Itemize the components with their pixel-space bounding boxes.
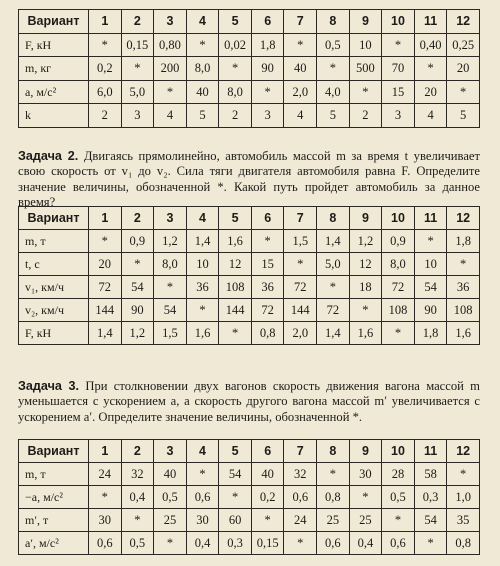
value-cell: 12 [349,253,382,276]
value-cell: 0,8 [447,532,480,555]
variant-number-cell: 6 [251,440,284,463]
value-cell: * [154,80,187,104]
quantity-label-cell: F, кН [19,33,89,57]
value-cell: 4 [154,104,187,128]
table-row [19,509,480,532]
quantity-label-cell: m, т [19,230,89,253]
value-cell: 0,5 [382,486,415,509]
value-cell: * [154,532,187,555]
value-cell: 20 [89,253,122,276]
value-cell: * [219,486,252,509]
value-cell: 0,3 [414,486,447,509]
variant-number-cell: 3 [154,10,187,34]
value-cell: 0,80 [154,33,187,57]
table-row [19,322,480,345]
value-cell: * [121,509,154,532]
value-cell: 0,15 [121,33,154,57]
value-cell: 1,6 [219,230,252,253]
problem-3-title: Задача 3. [18,379,80,393]
value-cell: 3 [121,104,154,128]
value-cell: 54 [219,463,252,486]
value-cell: 54 [154,299,187,322]
value-cell: * [414,532,447,555]
value-cell: 40 [154,463,187,486]
value-cell: 0,2 [251,486,284,509]
value-cell: 1,2 [121,322,154,345]
value-cell: * [251,80,284,104]
variant-number-cell: 7 [284,207,317,230]
problem-2 [18,149,480,211]
value-cell: 5,0 [121,80,154,104]
value-cell: 60 [219,509,252,532]
value-cell: 15 [251,253,284,276]
value-cell: 1,2 [154,230,187,253]
variant-number-cell: 7 [284,440,317,463]
value-cell: 0,8 [251,322,284,345]
value-cell: 5 [447,104,480,128]
value-cell: 10 [414,253,447,276]
value-cell: 0,9 [382,230,415,253]
value-cell: 1,5 [284,230,317,253]
quantity-label-cell: −a, м/с² [19,486,89,509]
value-cell: 2,0 [284,322,317,345]
value-cell: 32 [121,463,154,486]
value-cell: 24 [89,463,122,486]
value-cell: 1,6 [186,322,219,345]
value-cell: * [219,322,252,345]
value-cell: 0,40 [414,33,447,57]
value-cell: 0,6 [89,532,122,555]
value-cell: 1,5 [154,322,187,345]
value-cell: 1,0 [447,486,480,509]
value-cell: * [186,299,219,322]
value-cell: 144 [219,299,252,322]
value-cell: 72 [317,299,350,322]
variant-number-cell: 9 [349,207,382,230]
value-cell: 90 [121,299,154,322]
variant-number-cell: 12 [447,440,480,463]
value-cell: 72 [284,276,317,299]
table-row [19,486,480,509]
value-cell: 5,0 [317,253,350,276]
variant-number-cell: 10 [382,440,415,463]
value-cell: 1,4 [317,322,350,345]
quantity-label-cell: a′, м/с² [19,532,89,555]
value-cell: 18 [349,276,382,299]
table-row [19,57,480,81]
value-cell: * [447,463,480,486]
variant-number-cell: 1 [89,207,122,230]
value-cell: * [317,463,350,486]
value-cell: 40 [186,80,219,104]
value-cell: 24 [284,509,317,532]
value-cell: 0,02 [219,33,252,57]
value-cell: 2 [219,104,252,128]
table-row [19,299,480,322]
variant-header-cell: Вариант [19,207,89,230]
quantity-label-cell: v₂, км/ч [19,299,89,322]
table-row [19,230,480,253]
variant-number-cell: 3 [154,207,187,230]
value-cell: 0,5 [121,532,154,555]
value-cell: 90 [251,57,284,81]
value-cell: 1,8 [251,33,284,57]
value-cell: * [317,57,350,81]
value-cell: 28 [382,463,415,486]
value-cell: 70 [382,57,415,81]
value-cell: 0,25 [447,33,480,57]
variant-number-cell: 2 [121,207,154,230]
variant-number-cell: 7 [284,10,317,34]
variant-number-cell: 5 [219,207,252,230]
value-cell: * [382,322,415,345]
value-cell: 40 [284,57,317,81]
variant-number-cell: 1 [89,10,122,34]
value-cell: 0,5 [154,486,187,509]
value-cell: 8,0 [154,253,187,276]
variant-number-cell: 4 [186,207,219,230]
variant-number-cell: 8 [317,440,350,463]
variant-number-cell: 5 [219,440,252,463]
value-cell: 1,4 [186,230,219,253]
value-cell: 0,8 [317,486,350,509]
table-row [19,80,480,104]
variant-number-cell: 9 [349,440,382,463]
value-cell: 1,4 [89,322,122,345]
value-cell: 25 [154,509,187,532]
value-cell: * [251,509,284,532]
variant-number-cell: 9 [349,10,382,34]
quantity-label-cell: m, кг [19,57,89,81]
value-cell: * [89,486,122,509]
variant-number-cell: 2 [121,10,154,34]
value-cell: 72 [251,299,284,322]
variants-table-3 [18,439,480,555]
value-cell: 20 [447,57,480,81]
value-cell: 500 [349,57,382,81]
value-cell: * [382,509,415,532]
value-cell: 3 [251,104,284,128]
value-cell: 0,4 [186,532,219,555]
value-cell: 12 [219,253,252,276]
value-cell: * [186,33,219,57]
value-cell: 0,6 [382,532,415,555]
value-cell: * [349,80,382,104]
variant-number-cell: 4 [186,10,219,34]
quantity-label-cell: m′, т [19,509,89,532]
value-cell: 1,6 [447,322,480,345]
table-row [19,104,480,128]
variant-number-cell: 1 [89,440,122,463]
value-cell: * [251,230,284,253]
value-cell: * [89,33,122,57]
value-cell: 6,0 [89,80,122,104]
value-cell: 54 [121,276,154,299]
value-cell: 0,6 [317,532,350,555]
variant-number-cell: 8 [317,207,350,230]
variant-number-cell: 10 [382,10,415,34]
value-cell: 1,8 [414,322,447,345]
value-cell: 90 [414,299,447,322]
value-cell: * [414,57,447,81]
table-row [19,276,480,299]
value-cell: * [382,33,415,57]
value-cell: 2 [349,104,382,128]
value-cell: 25 [317,509,350,532]
variant-number-cell: 11 [414,440,447,463]
value-cell: 8,0 [219,80,252,104]
variant-number-cell: 4 [186,440,219,463]
problem-2-text: Двигаясь прямолинейно, автомобиль массой m за время t увеличивает свою скорость от v₁ до v₂. Сила тяги двигателя автомобиля равна F. Определите значение величины, обозначенной *. Какой путь пройдет автомобиль за данное время? [18,149,481,210]
value-cell: 54 [414,509,447,532]
quantity-label-cell: F, кН [19,322,89,345]
value-cell: 2,0 [284,80,317,104]
problem-3 [18,379,480,425]
quantity-label-cell: t, с [19,253,89,276]
table-header-row [19,10,480,34]
value-cell: 20 [414,80,447,104]
value-cell: * [447,80,480,104]
variant-number-cell: 3 [154,440,187,463]
problem-2-title: Задача 2. [18,149,79,163]
variant-number-cell: 12 [447,207,480,230]
value-cell: 0,5 [317,33,350,57]
value-cell: 0,6 [186,486,219,509]
table-header-row [19,440,480,463]
variant-number-cell: 11 [414,207,447,230]
value-cell: 36 [251,276,284,299]
value-cell: 0,2 [89,57,122,81]
value-cell: 5 [317,104,350,128]
value-cell: 3 [382,104,415,128]
value-cell: 32 [284,463,317,486]
value-cell: 200 [154,57,187,81]
value-cell: * [447,253,480,276]
value-cell: * [89,230,122,253]
value-cell: 144 [284,299,317,322]
quantity-label-cell: v₁, км/ч [19,276,89,299]
value-cell: 72 [89,276,122,299]
value-cell: 54 [414,276,447,299]
value-cell: 36 [186,276,219,299]
value-cell: 0,3 [219,532,252,555]
variant-number-cell: 10 [382,207,415,230]
value-cell: * [317,276,350,299]
value-cell: 30 [186,509,219,532]
value-cell: * [121,253,154,276]
table-header-row [19,207,480,230]
value-cell: * [219,57,252,81]
value-cell: 0,6 [284,486,317,509]
value-cell: 4 [414,104,447,128]
value-cell: 1,2 [349,230,382,253]
variants-table-2 [18,206,480,345]
value-cell: * [284,33,317,57]
table-row [19,532,480,555]
variant-number-cell: 6 [251,10,284,34]
value-cell: 40 [251,463,284,486]
quantity-label-cell: m, т [19,463,89,486]
value-cell: 15 [382,80,415,104]
value-cell: * [349,299,382,322]
value-cell: 144 [89,299,122,322]
value-cell: 36 [447,276,480,299]
value-cell: 0,15 [251,532,284,555]
problem-3-text: При столкновении двух вагонов скорость движения вагона массой m уменьшается с ускорением a, а скорость другого вагона массой m′ увеличивается с ускорением a′. Определите значение величины, обозначенной *. [18,379,480,424]
variant-header-cell: Вариант [19,10,89,34]
value-cell: 0,4 [349,532,382,555]
value-cell: * [284,253,317,276]
value-cell: * [121,57,154,81]
variant-number-cell: 11 [414,10,447,34]
value-cell: 25 [349,509,382,532]
table-row [19,463,480,486]
variants-table-1 [18,9,480,128]
variant-number-cell: 2 [121,440,154,463]
value-cell: 0,9 [121,230,154,253]
value-cell: * [186,463,219,486]
variant-number-cell: 5 [219,10,252,34]
value-cell: 10 [186,253,219,276]
value-cell: 35 [447,509,480,532]
value-cell: 30 [349,463,382,486]
value-cell: 1,8 [447,230,480,253]
value-cell: 2 [89,104,122,128]
value-cell: 108 [447,299,480,322]
value-cell: 58 [414,463,447,486]
table-row [19,253,480,276]
variant-number-cell: 8 [317,10,350,34]
value-cell: 8,0 [382,253,415,276]
variant-header-cell: Вариант [19,440,89,463]
value-cell: 10 [349,33,382,57]
value-cell: 4,0 [317,80,350,104]
value-cell: 30 [89,509,122,532]
value-cell: 8,0 [186,57,219,81]
variant-number-cell: 12 [447,10,480,34]
value-cell: 0,4 [121,486,154,509]
value-cell: 72 [382,276,415,299]
value-cell: * [154,276,187,299]
quantity-label-cell: k [19,104,89,128]
table-row [19,33,480,57]
value-cell: * [349,486,382,509]
value-cell: 4 [284,104,317,128]
value-cell: * [284,532,317,555]
value-cell: 1,6 [349,322,382,345]
value-cell: 108 [382,299,415,322]
value-cell: * [414,230,447,253]
value-cell: 1,4 [317,230,350,253]
variant-number-cell: 6 [251,207,284,230]
value-cell: 108 [219,276,252,299]
quantity-label-cell: a, м/с² [19,80,89,104]
value-cell: 5 [186,104,219,128]
